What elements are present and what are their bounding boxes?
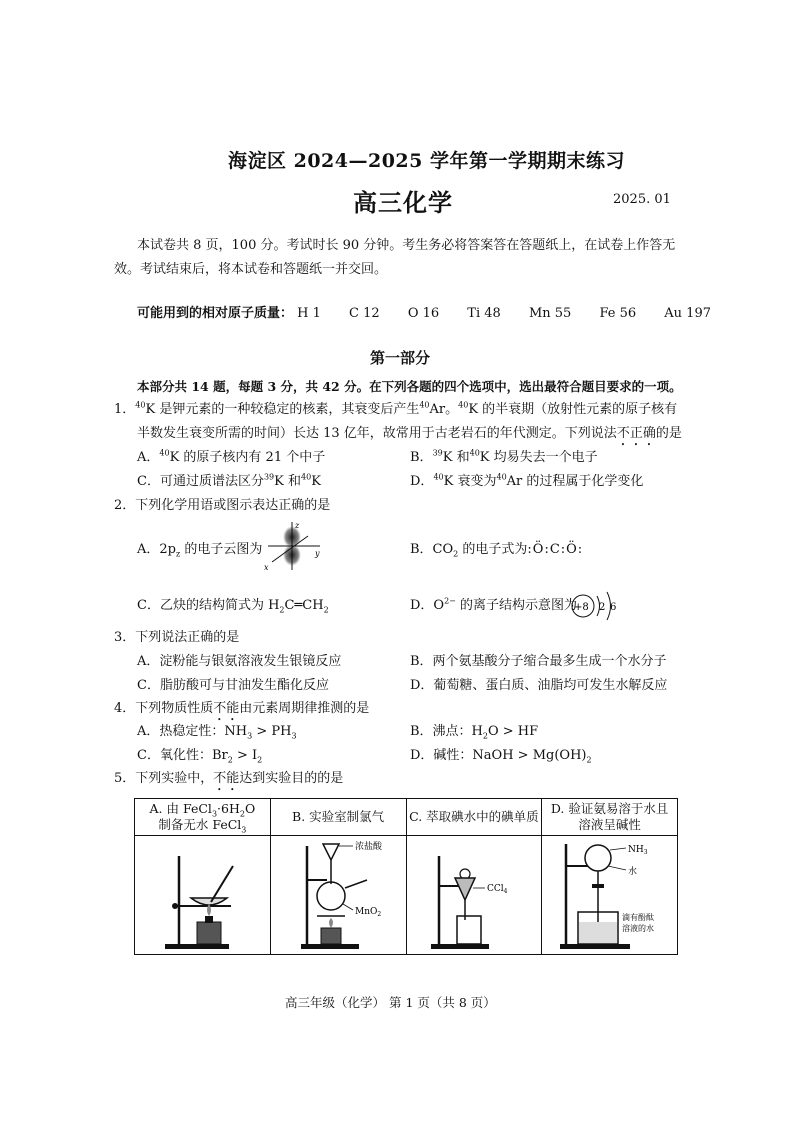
text: A．热稳定性：NH bbox=[137, 724, 248, 739]
electron-cloud-diagram bbox=[258, 520, 326, 574]
experiment-b-header[interactable]: B. 实验室制氯气 bbox=[270, 799, 406, 836]
subscript: 4 bbox=[503, 888, 507, 895]
label-pointer bbox=[608, 866, 626, 870]
atomic-mass-item: H 1 bbox=[297, 306, 321, 321]
text: D．碱性：NaOH > Mg(OH) bbox=[410, 748, 587, 763]
text: K 是钾元素的一种较稳定的核素，其衰变后产生 bbox=[145, 402, 420, 417]
exam-date: 2025. 01 bbox=[613, 192, 671, 207]
text: 由元素周期律推测的是 bbox=[239, 701, 370, 716]
subscript: 2 bbox=[453, 549, 459, 559]
stand-base bbox=[165, 944, 229, 949]
question-3-option-a[interactable]: A．淀粉能与银氨溶液发生银镜反应 bbox=[137, 654, 342, 669]
mass-number: 40 bbox=[458, 400, 469, 410]
instructions-line-1: 本试卷共 8 页，100 分。考试时长 90 分钟。考生务必将答案答在答题纸上，在试卷上作答无 bbox=[137, 238, 676, 253]
subscript: 2 bbox=[227, 755, 233, 765]
text: K 和 bbox=[442, 450, 470, 465]
text: 达到实验目的的是 bbox=[239, 771, 344, 786]
atomic-mass-item: C 12 bbox=[349, 306, 380, 321]
text: MnO bbox=[354, 907, 378, 917]
beaker bbox=[457, 916, 481, 944]
concentrated-hcl-label: 浓盐酸 bbox=[354, 842, 382, 852]
question-1-option-b[interactable] bbox=[410, 450, 598, 466]
co2-electron-formula: :Ö:C:Ö: bbox=[527, 542, 584, 557]
text: Ar 的过程属于化学变化 bbox=[506, 474, 644, 489]
stand-base bbox=[301, 944, 359, 949]
question-1-option-c[interactable] bbox=[137, 474, 321, 490]
question-2-option-c[interactable] bbox=[137, 598, 329, 614]
round-bottom-flask bbox=[317, 882, 345, 910]
question-2-option-a[interactable] bbox=[137, 542, 262, 558]
evaporation-apparatus-diagram bbox=[135, 836, 265, 954]
clamp-knob bbox=[172, 903, 178, 909]
beaker-liquid bbox=[579, 922, 617, 943]
subscript: 2 bbox=[279, 605, 285, 615]
question-3-stem: 3．下列说法正确的是 bbox=[114, 630, 240, 645]
text: K 均易失去一个电子 bbox=[479, 450, 598, 465]
text: K bbox=[311, 474, 321, 489]
text: C═CH bbox=[284, 598, 324, 613]
axis-label-x: x bbox=[264, 563, 269, 572]
text: 的是 bbox=[655, 426, 682, 441]
shell-electrons-2: 6 bbox=[610, 602, 617, 613]
subscript: 3 bbox=[643, 849, 648, 856]
text: D．O bbox=[410, 598, 445, 613]
extraction-apparatus-diagram bbox=[407, 836, 537, 954]
experiment-header-row bbox=[135, 799, 678, 836]
nh3-label bbox=[628, 845, 648, 856]
ion-structure-diagram bbox=[569, 590, 619, 626]
subscript: 2 bbox=[257, 755, 263, 765]
text: NH bbox=[628, 845, 644, 855]
experiment-image-row bbox=[135, 836, 678, 955]
question-4-stem bbox=[114, 701, 369, 724]
alcohol-lamp bbox=[321, 928, 341, 944]
ccl4-label bbox=[487, 884, 508, 895]
ammonia-fountain-diagram bbox=[542, 836, 672, 954]
delivery-tube bbox=[345, 880, 367, 888]
separatory-funnel bbox=[455, 878, 475, 900]
text: ·6H bbox=[217, 801, 240, 816]
atomic-masses-row bbox=[137, 306, 711, 322]
mass-number: 40 bbox=[135, 400, 146, 410]
phenolphthalein-label-2: 溶液的水 bbox=[622, 924, 655, 933]
separatory-funnel bbox=[323, 844, 339, 860]
emphasis-text: 不正确 bbox=[616, 426, 656, 441]
atomic-mass-item: Au 197 bbox=[664, 306, 711, 321]
text: 的电子式为 bbox=[458, 542, 528, 557]
text: > PH bbox=[252, 724, 292, 739]
shell-electrons-1: 2 bbox=[599, 602, 606, 613]
text: 的电子云图为 bbox=[180, 542, 263, 557]
emphasis-text: 不能 bbox=[213, 771, 240, 786]
text: O > HF bbox=[487, 724, 539, 739]
mass-number: 39 bbox=[263, 472, 275, 482]
experiment-b-apparatus[interactable] bbox=[270, 836, 406, 955]
text: K 衰变为 bbox=[443, 474, 497, 489]
text: B．CO bbox=[410, 542, 454, 557]
part-heading: 第一部分 bbox=[370, 349, 431, 367]
lamp-wick bbox=[205, 916, 213, 923]
mass-number: 40 bbox=[469, 448, 480, 458]
text: A．2p bbox=[137, 542, 176, 557]
text: 4．下列物质性质 bbox=[114, 701, 214, 716]
subscript: 3 bbox=[241, 825, 247, 835]
question-3-option-c[interactable]: C．脂肪酸可与甘油发生酯化反应 bbox=[137, 678, 329, 693]
text: > I bbox=[232, 748, 258, 763]
mass-number: 40 bbox=[419, 400, 430, 410]
question-1-line-2 bbox=[137, 426, 682, 449]
label-pointer bbox=[610, 848, 626, 850]
text: A. 由 FeCl bbox=[149, 801, 212, 816]
question-2-stem: 2．下列化学用语或图示表达正确的是 bbox=[114, 498, 331, 513]
question-3-option-b[interactable]: B．两个氨基酸分子缩合最多生成一个水分子 bbox=[410, 654, 667, 669]
instructions-line-2: 效。考试结束后，将本试卷和答题纸一并交回。 bbox=[114, 262, 388, 277]
experiment-c-apparatus[interactable] bbox=[406, 836, 542, 955]
atomic-masses-label: 可能用到的相对原子质量： bbox=[137, 306, 294, 321]
text: B． bbox=[410, 450, 433, 465]
experiment-table bbox=[134, 798, 678, 955]
page-footer: 高三年级（化学） 第 1 页（共 8 页） bbox=[285, 995, 496, 1010]
experiment-d-apparatus[interactable] bbox=[542, 836, 678, 955]
text: 半数发生衰变所需的时间）长达 13 亿年，故常用于古老岩石的年代测定。下列说法 bbox=[137, 426, 617, 441]
question-1-line-1 bbox=[114, 402, 677, 418]
mass-number: 40 bbox=[433, 472, 444, 482]
subscript: 2 bbox=[323, 605, 329, 615]
subscript: 2 bbox=[239, 809, 245, 819]
text: O bbox=[244, 801, 256, 816]
subscript: 3 bbox=[247, 731, 253, 741]
text: CCl bbox=[486, 884, 504, 894]
mass-number: 40 bbox=[159, 448, 170, 458]
subscript: 3 bbox=[211, 809, 218, 819]
subscript: 2 bbox=[377, 911, 381, 918]
question-4-option-c[interactable] bbox=[137, 748, 262, 764]
question-2-option-d[interactable] bbox=[410, 598, 577, 614]
question-4-option-a[interactable] bbox=[137, 724, 297, 740]
evaporating-dish bbox=[191, 898, 227, 905]
subscript: 2 bbox=[586, 755, 592, 765]
text: D. 验证氨易溶于水且 bbox=[550, 801, 669, 816]
question-3-option-d[interactable]: D．葡萄糖、蛋白质、油脂均可发生水解反应 bbox=[410, 678, 668, 693]
phenolphthalein-label-1: 滴有酚酞 bbox=[622, 913, 655, 922]
question-1-option-d[interactable] bbox=[410, 474, 643, 490]
flame bbox=[329, 918, 333, 928]
text: 制备无水 FeCl bbox=[158, 817, 242, 832]
question-number: 1． bbox=[114, 402, 136, 417]
exam-title: 海淀区 2024—2025 学年第一学期期末练习 bbox=[228, 150, 625, 172]
question-4-option-d[interactable] bbox=[410, 748, 592, 764]
mass-number: 40 bbox=[301, 472, 312, 482]
atomic-mass-item: O 16 bbox=[407, 306, 440, 321]
emphasis-text: 不能 bbox=[213, 701, 240, 716]
text: A． bbox=[137, 450, 160, 465]
superscript: 2− bbox=[444, 596, 456, 606]
question-4-option-b[interactable] bbox=[410, 724, 538, 740]
text: K 的原子核内有 21 个中子 bbox=[169, 450, 326, 465]
subscript: 3 bbox=[291, 731, 297, 741]
text: 的离子结构示意图为 bbox=[455, 598, 578, 613]
question-2-option-b[interactable] bbox=[410, 542, 583, 558]
text: B．沸点：H bbox=[410, 724, 483, 739]
atomic-mass-item: Fe 56 bbox=[599, 306, 637, 321]
text: D． bbox=[410, 474, 434, 489]
label-pointer bbox=[343, 904, 353, 910]
part-intro: 本部分共 14 题，每题 3 分，共 42 分。在下列各题的四个选项中，选出最符合题目要求的一项。 bbox=[137, 379, 682, 394]
experiment-d-header[interactable] bbox=[542, 799, 678, 836]
axis-label-z: z bbox=[295, 521, 300, 530]
experiment-a-header[interactable] bbox=[135, 799, 271, 836]
alcohol-lamp bbox=[197, 922, 221, 944]
text: K 和 bbox=[274, 474, 301, 489]
experiment-c-header[interactable]: C. 萃取碘水中的碘单质 bbox=[406, 799, 542, 836]
nucleus-charge: +8 bbox=[574, 602, 589, 613]
subject-title: 高三化学 bbox=[353, 188, 453, 217]
text: 5．下列实验中， bbox=[114, 771, 214, 786]
text: C．氧化性：Br bbox=[137, 748, 228, 763]
glass-rod bbox=[211, 866, 233, 902]
text: C．乙炔的结构简式为 H bbox=[137, 598, 280, 613]
experiment-a-apparatus[interactable] bbox=[135, 836, 271, 955]
chlorine-generator-diagram bbox=[271, 836, 401, 954]
water-label: 水 bbox=[628, 867, 638, 877]
mass-number: 39 bbox=[432, 448, 443, 458]
mno2-label bbox=[355, 907, 381, 918]
atomic-mass-item: Ti 48 bbox=[467, 306, 501, 321]
question-1-option-a[interactable] bbox=[137, 450, 325, 466]
text: C．可通过质谱法区分 bbox=[137, 474, 264, 489]
axis-label-y: y bbox=[315, 549, 320, 558]
question-5-stem bbox=[114, 771, 343, 794]
atomic-mass-item: Mn 55 bbox=[528, 306, 572, 321]
text: K 的半衰期（放射性元素的原子核有 bbox=[468, 402, 678, 417]
subscript: 2 bbox=[482, 731, 488, 741]
subscript: z bbox=[175, 549, 181, 559]
text: Ar。 bbox=[429, 402, 459, 417]
text: 溶液呈碱性 bbox=[578, 817, 641, 832]
pinch-clamp bbox=[592, 884, 604, 888]
round-bottom-flask bbox=[585, 845, 611, 871]
mass-number: 40 bbox=[496, 472, 507, 482]
